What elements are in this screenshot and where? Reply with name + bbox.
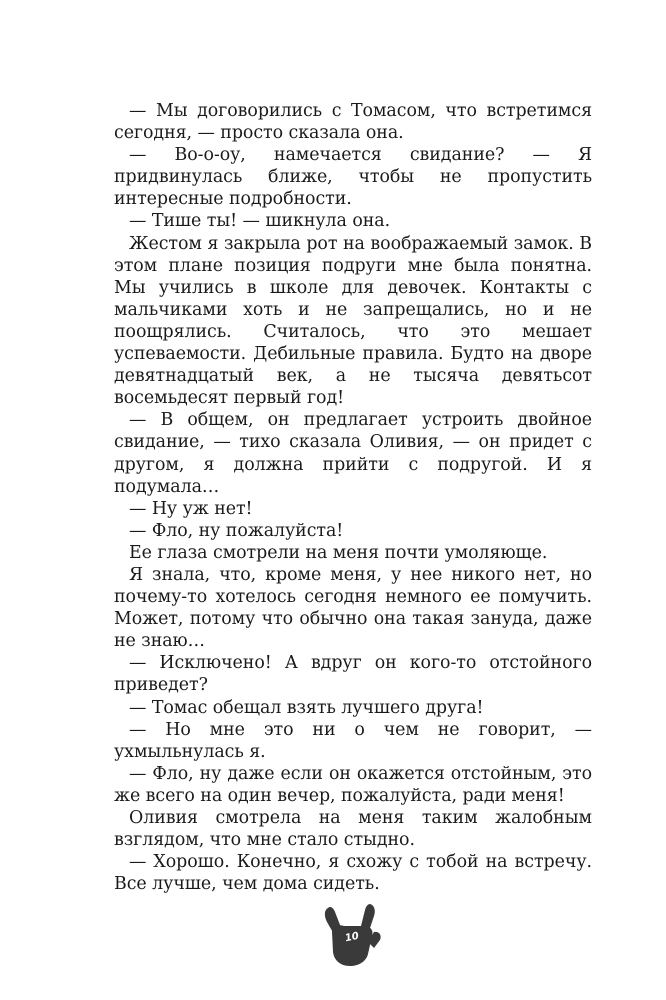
paragraph: — Исключено! А вдруг он кого-то отстойного приведет? [114,653,592,696]
paragraph: — Томас обещал взять лучшего друга! [129,697,484,718]
paragraph: — Но мне это ни о чем не говорит, — ухмыльнулась я. [114,719,592,762]
paragraph: Ее глаза смотрели на меня почти умоляюще. [129,542,548,563]
page-number: 10 [344,930,360,945]
paragraph: — Фло, ну пожалуйста! [129,520,344,541]
paragraph: — Фло, ну даже если он окажется отстойным, это же всего на один вечер, пожалуйста, ради меня! [114,763,592,806]
paragraph: — Ну уж нет! [129,498,253,519]
paragraph: Я знала, что, кроме меня, у нее никого нет, но почему-то хотелось сегодня немного ее помучить. Может, потому что обычно она такая зануда, даже не знаю… [114,564,592,652]
paragraph: — Тише ты! — шикнула она. [129,211,391,232]
body-text [114,100,592,895]
paragraph: Жестом я закрыла рот на воображаемый замок. В этом плане позиция подруги мне была понятна. Мы учились в школе для девочек. Контакты с мальчиками хоть и не запрещались, но и не поощрялись. Считалось, что это мешает успеваемости. Дебильные правила. Будто на дворе девятнадцатый век, а не тысяча девятьсот восемьдесят первый год! [114,233,592,409]
paragraph: — В общем, он предлагает устроить двойное свидание, — тихо сказала Оливия, — он придет с другом, я должна прийти с подругой. И я подумала… [114,410,592,497]
paragraph: Оливия смотрела на меня таким жалобным взглядом, что мне стало стыдно. [114,808,592,851]
page-folio [316,902,386,968]
paragraph: — Во-о-оу, намечается свидание? — Я придвинулась ближе, чтобы не пропустить интересные подробности. [114,145,592,210]
paragraph: — Мы договорились с Томасом, что встретимся сегодня, — просто сказала она. [114,101,592,144]
paragraph: — Хорошо. Конечно, я схожу с тобой на встречу. Все лучше, чем дома сидеть. [114,852,592,895]
